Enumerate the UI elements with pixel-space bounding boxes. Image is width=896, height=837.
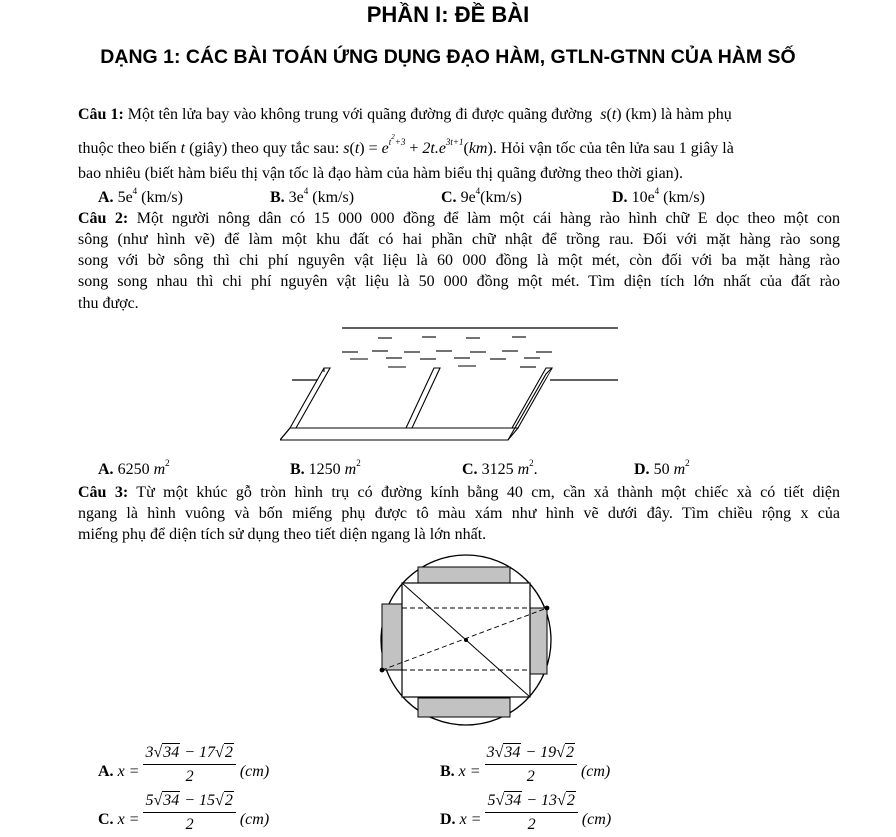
q2-label: Câu 2:	[78, 210, 129, 227]
gray-piece-top	[418, 567, 510, 583]
right-dot	[545, 606, 550, 611]
q2-option-c[interactable]: C. 3125 $m^2$.	[462, 457, 538, 478]
gray-piece-left	[382, 604, 402, 670]
q3-option-a[interactable]: A. x = $\frac{3√34 - 17√2}{2}$ (cm)	[98, 744, 270, 785]
center-dot	[464, 638, 468, 642]
q3-line-2: ngang là hình vuông và bốn miếng phụ được tô màu xám như hình vẽ dưới đây. Tìm chiều rộng x của	[78, 505, 840, 522]
q3-option-b[interactable]: B. x = $\frac{3√34 - 19√2}{2}$ (cm)	[440, 744, 611, 785]
q1-s-of-t: s(t)	[596, 106, 622, 123]
q2-line-2: sông (như hình vẽ) để làm một khu đất có hai phần chữ nhật để trồng rau. Đối với mặt hàng rào song	[78, 231, 840, 248]
river-waves	[342, 337, 552, 367]
q3-line-3: miếng phụ để diện tích sử dụng theo tiết diện ngang là lớn nhất.	[78, 526, 487, 543]
q2-line-5: thu được.	[78, 295, 139, 312]
q2-line-4: song song nhau thì chi phí nguyên vật liệu là 50 000 đồng một mét. Tìm diện tích lớn nhất của đất rào	[78, 273, 840, 290]
q1-line-1: Câu 1: Một tên lửa bay vào không trung với quãng đường đi được quãng đường s(t) (km) là hàm phụ	[78, 106, 732, 123]
q2-option-d[interactable]: D. 50 $m^2$	[634, 457, 690, 478]
q2-option-b[interactable]: B. 1250 $m^2$	[290, 457, 361, 478]
q1-option-d[interactable]: D. $10e^4$ (km/s)	[612, 185, 705, 206]
q1-label: Câu 1:	[78, 106, 124, 123]
fence-walls	[280, 368, 552, 440]
fence-figure	[280, 318, 640, 458]
left-dot	[380, 668, 385, 673]
q1-option-c[interactable]: C. $9e^4(km/s)$	[441, 185, 522, 206]
q1-formula: $s(t) = e^{t^2+3} + 2t.e^{3t+1}(km)$	[343, 132, 493, 157]
q2-line-3: song với bờ sông thì chi phí nguyên vật liệu là 60 000 đồng là một mét, còn đối với ba mặt hàng rào	[78, 252, 840, 269]
part-title: PHẦN I: ĐỀ BÀI	[366, 2, 530, 27]
q3-option-c[interactable]: C. x = $\frac{5√34 - 15√2}{2}$ (cm)	[98, 792, 270, 833]
q2-line-1: Câu 2: Một người nông dân có 15 000 000 đồng để làm một cái hàng rào hình chữ E dọc theo một con	[78, 210, 841, 227]
gray-piece-right	[530, 608, 547, 674]
q1-option-b[interactable]: B. $3e^4$ (km/s)	[270, 185, 355, 206]
gray-piece-bottom	[418, 698, 510, 717]
q1-line-2: thuộc theo biến t (giây) theo quy tắc sau: $s(t) = e^{t^2+3} + 2t.e^{3t+1}(km)$. Hỏi vận tốc của tên lửa sau 1 giây là	[78, 132, 734, 157]
section-title: DẠNG 1: CÁC BÀI TOÁN ỨNG DỤNG ĐẠO HÀM, GTLN-GTNN CỦA HÀM SỐ	[100, 46, 796, 68]
log-cross-section	[370, 550, 570, 730]
q3-line-1: Câu 3: Từ một khúc gỗ tròn hình trụ có đường kính bằng 40 cm, cần xả thành một chiếc xà có tiết diện	[78, 484, 841, 501]
q1-option-a[interactable]: A. $5e^4$ (km/s)	[98, 185, 183, 206]
q3-option-d[interactable]: D. x = $\frac{5√34 - 13√2}{2}$ (cm)	[440, 792, 612, 833]
q3-label: Câu 3:	[78, 484, 129, 501]
q1-line-3: bao nhiêu (biết hàm biểu thị vận tốc là đạo hàm của hàm biểu thị quãng đường theo thời gian).	[78, 165, 683, 182]
q2-option-a[interactable]: A. 6250 $m^2$	[98, 457, 170, 478]
